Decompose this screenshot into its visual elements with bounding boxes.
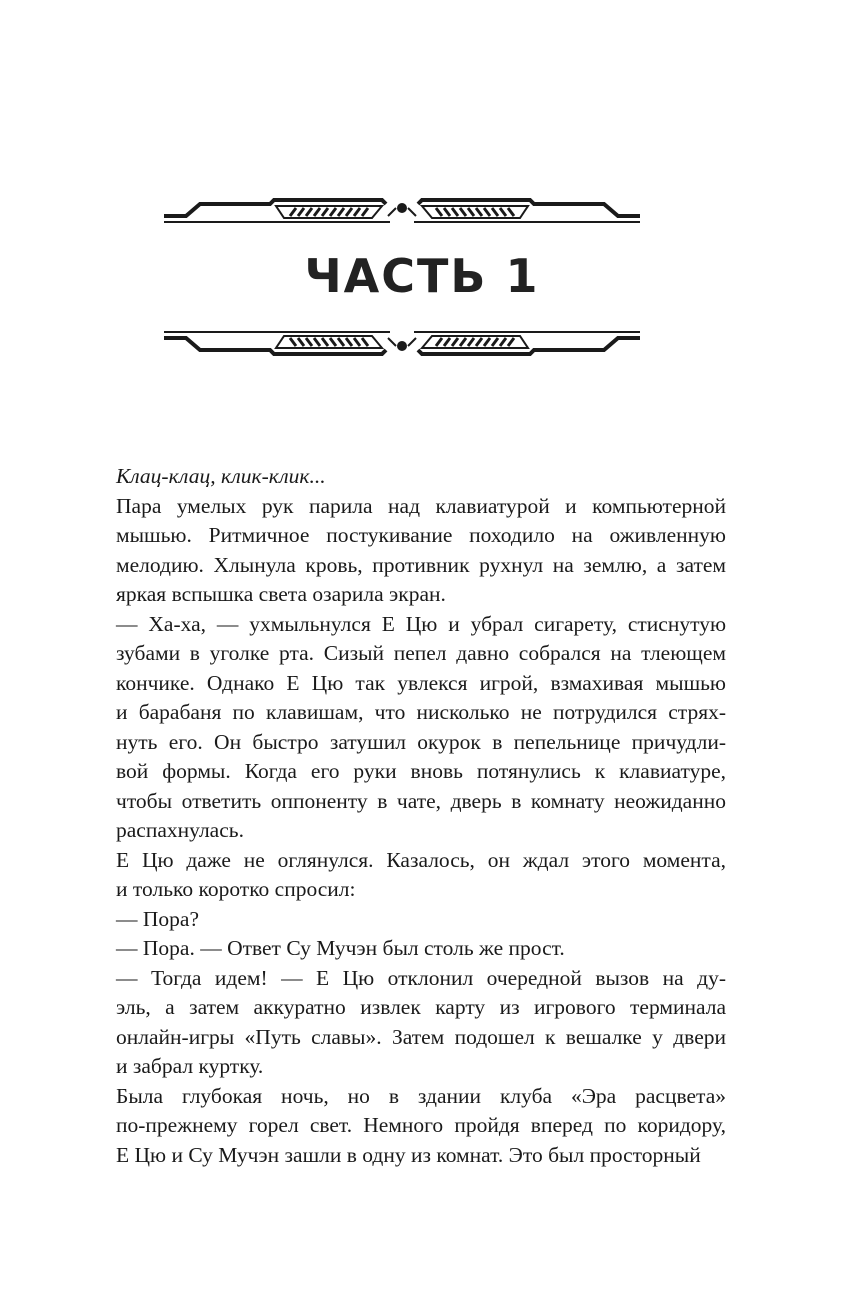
text-line: — Тогда идем! — Е Цю отклонил очередной вызов на ду- (116, 965, 726, 990)
text-line: кончике. Однако Е Цю так увлекся игрой, взмахивая мышью (116, 670, 726, 695)
text-line: вой формы. Когда его руки вновь потянулись к клавиатуре, (116, 759, 726, 783)
text-line: и барабаня по клавишам, что нисколько не потрудился стрях- (116, 700, 726, 724)
paragraph (116, 964, 726, 1082)
text-line: онлайн-игры «Путь славы». Затем подошел к вешалке у двери (116, 1024, 726, 1049)
paragraph (116, 934, 726, 964)
text-line: по-прежнему горел свет. Немного пройдя вперед по коридору, (116, 1113, 726, 1137)
text-line: Е Цю и Су Мучэн зашли в одну из комнат. Это был просторный (116, 1142, 701, 1167)
text-line: — Ха-ха, — ухмыльнулся Е Цю и убрал сигарету, стиснутую (116, 611, 726, 636)
text-line: яркая вспышка света озарила экран. (116, 582, 446, 606)
paragraph (116, 462, 726, 492)
text-line: Е Цю даже не оглянулся. Казалось, он ждал этого момента, (116, 847, 726, 872)
text-line: и только коротко спросил: (116, 877, 356, 901)
paragraph (116, 610, 726, 846)
bottom-ornament (160, 318, 644, 358)
text-line: Была глубокая ночь, но в здании клуба «Эра расцвета» (116, 1083, 726, 1108)
text-line: — Пора? (116, 906, 199, 931)
text-line: эль, а затем аккуратно извлек карту из игрового терминала (116, 995, 726, 1019)
body-text (116, 462, 726, 1170)
text-line: Клац-клац, клик-клик... (116, 464, 326, 488)
paragraph (116, 492, 726, 610)
paragraph (116, 1082, 726, 1171)
text-line: зубами в уголке рта. Сизый пепел давно собрался на тлеющем (116, 641, 726, 665)
chapter-title: ЧАСТЬ 1 (304, 249, 540, 303)
text-line: нуть его. Он быстро затушил окурок в пепельнице причудли- (116, 729, 726, 754)
text-line: чтобы ответить оппоненту в чате, дверь в комнату неожиданно (116, 788, 726, 813)
text-line: мелодию. Хлынула кровь, противник рухнул на землю, а затем (116, 552, 726, 577)
text-line: мышью. Ритмичное постукивание походило на оживленную (116, 523, 726, 547)
text-line: Пара умелых рук парила над клавиатурой и компьютерной (116, 493, 726, 518)
top-ornament (160, 196, 644, 236)
paragraph (116, 846, 726, 905)
text-line: и забрал куртку. (116, 1054, 264, 1078)
text-line: распахнулась. (116, 818, 244, 842)
text-line: — Пора. — Ответ Су Мучэн был столь же прост. (116, 936, 565, 960)
paragraph (116, 905, 726, 935)
